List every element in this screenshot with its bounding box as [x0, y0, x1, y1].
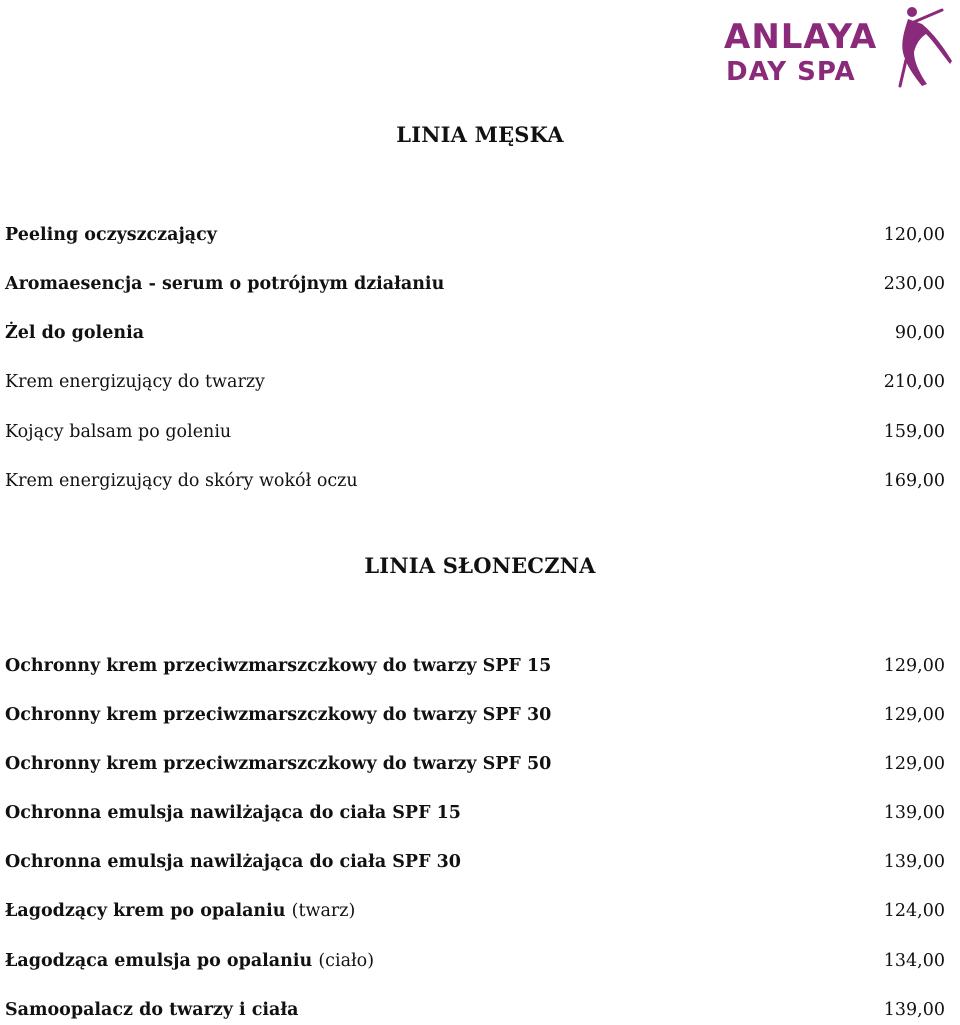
item-note: (ciało) [318, 951, 375, 971]
item-price: 139,00 [883, 803, 945, 823]
item-price: 134,00 [883, 951, 945, 971]
list-item [5, 271, 945, 297]
item-price: 139,00 [883, 852, 945, 872]
list-item [5, 369, 945, 395]
item-price: 169,00 [883, 471, 945, 491]
list-item [5, 800, 945, 826]
list-item [5, 419, 945, 445]
list-item [5, 320, 945, 346]
item-name: Peeling oczyszczający [5, 225, 217, 245]
item-price: 124,00 [883, 901, 945, 921]
list-item [5, 751, 945, 777]
list-item [5, 653, 945, 679]
list-item [5, 849, 945, 875]
item-price: 129,00 [883, 754, 945, 774]
dancing-figure-icon [900, 7, 952, 86]
section-title-men: LINIA MĘSKA [396, 122, 564, 147]
brand-logo [722, 4, 954, 94]
item-note: (twarz) [291, 901, 356, 921]
item-name: Ochronny krem przeciwzmarszczkowy do twarzy SPF 15 [5, 656, 552, 676]
list-item [5, 702, 945, 728]
item-price: 129,00 [883, 705, 945, 725]
item-name: Ochronna emulsja nawilżająca do ciała SPF 15 [5, 803, 461, 823]
list-item [5, 468, 945, 494]
list-item [5, 898, 945, 924]
item-name: Krem energizujący do twarzy [5, 372, 265, 392]
item-name: Ochronna emulsja nawilżająca do ciała SPF 30 [5, 852, 461, 872]
list-item [5, 222, 945, 248]
item-price: 129,00 [883, 656, 945, 676]
section-title-sun: LINIA SŁONECZNA [364, 553, 596, 578]
brand-subtitle: DAY SPA [726, 57, 856, 87]
item-name-main: Łagodzący krem po opalaniu [5, 901, 286, 921]
list-item [5, 997, 945, 1023]
item-name [5, 951, 374, 971]
item-name: Aromaesencja - serum o potrójnym działaniu [5, 274, 445, 294]
item-name: Żel do golenia [5, 323, 145, 343]
item-price: 120,00 [883, 225, 945, 245]
item-price: 90,00 [894, 323, 945, 343]
item-name [5, 901, 355, 921]
item-name: Ochronny krem przeciwzmarszczkowy do twarzy SPF 30 [5, 705, 552, 725]
item-price: 159,00 [883, 422, 945, 442]
item-name: Ochronny krem przeciwzmarszczkowy do twarzy SPF 50 [5, 754, 552, 774]
item-name: Krem energizujący do skóry wokół oczu [5, 471, 358, 491]
brand-name: ANLAYA [724, 17, 878, 57]
list-item [5, 948, 945, 974]
item-price: 230,00 [883, 274, 945, 294]
item-price: 210,00 [883, 372, 945, 392]
item-name: Samoopalacz do twarzy i ciała [5, 1000, 299, 1020]
item-name-main: Łagodząca emulsja po opalaniu [5, 951, 313, 971]
item-price: 139,00 [883, 1000, 945, 1020]
item-name: Kojący balsam po goleniu [5, 422, 232, 442]
